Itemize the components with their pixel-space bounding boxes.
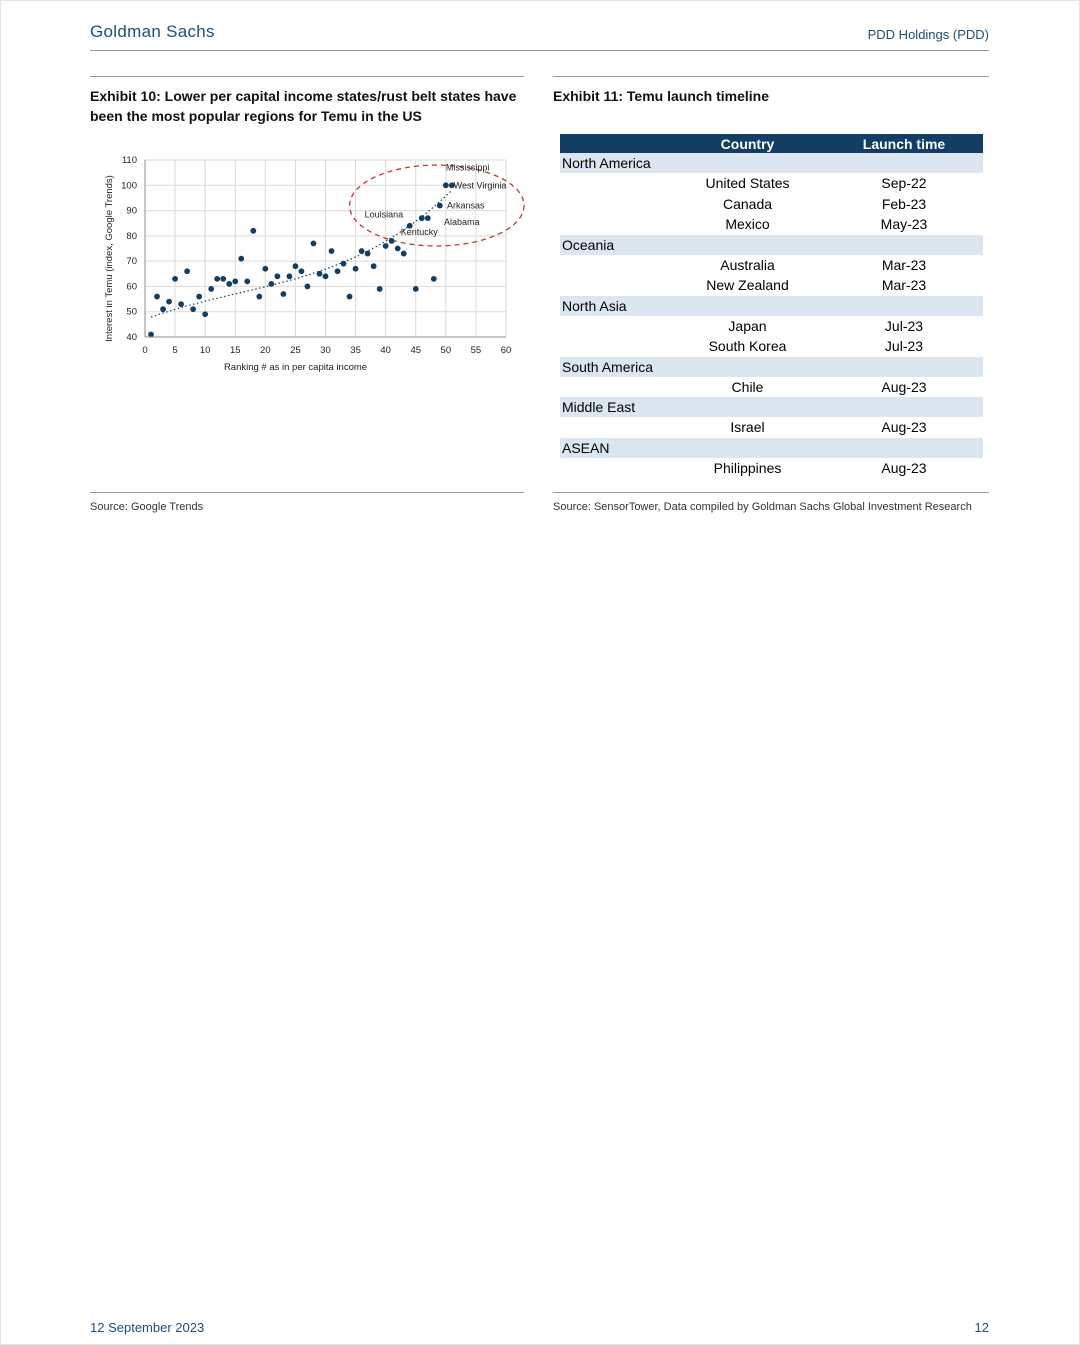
- table-row: [560, 316, 983, 337]
- data-point: [359, 248, 365, 254]
- data-point: [287, 273, 293, 279]
- data-point: [299, 268, 305, 274]
- data-point: [377, 286, 383, 292]
- data-point: [443, 182, 449, 188]
- x-tick-label: 5: [172, 345, 178, 356]
- data-point: [268, 281, 274, 287]
- table-cell-country: Mexico: [670, 214, 825, 235]
- table-cell-blank: [560, 458, 670, 479]
- header-region-cell: [560, 134, 670, 153]
- point-annotation: Arkansas: [447, 200, 485, 211]
- footer-page-number: 12: [974, 1320, 989, 1335]
- data-point: [154, 294, 160, 300]
- table-cell-blank: [560, 194, 670, 215]
- x-tick-label: 15: [229, 345, 241, 356]
- x-tick-label: 40: [380, 345, 391, 356]
- data-point: [166, 299, 172, 305]
- x-tick-label: 60: [500, 345, 512, 356]
- point-annotation: Kentucky: [400, 227, 438, 238]
- table-cell-launch: May-23: [825, 214, 983, 235]
- table-cell-launch: Aug-23: [825, 458, 983, 479]
- data-point: [160, 306, 166, 312]
- exhibit11-title: Exhibit 11: Temu launch timeline: [553, 88, 770, 104]
- table-row: [560, 275, 983, 296]
- data-point: [280, 291, 286, 297]
- table-row: [560, 214, 983, 235]
- x-tick-label: 45: [410, 345, 422, 356]
- y-tick-label: 60: [126, 281, 137, 293]
- table-header-row: [560, 134, 983, 153]
- y-tick-label: 70: [126, 256, 137, 268]
- table-row: [560, 255, 983, 276]
- y-tick-label: 50: [126, 306, 137, 318]
- data-point: [196, 294, 202, 300]
- header-launch-time: Launch time: [825, 134, 983, 153]
- y-tick-label: 80: [126, 230, 137, 242]
- table-cell-country: Chile: [670, 377, 825, 398]
- x-tick-label: 25: [290, 345, 301, 356]
- point-annotation: West Virginia: [453, 180, 507, 191]
- exhibit10-bottom-rule: [90, 492, 524, 493]
- table-cell-launch: Mar-23: [825, 255, 983, 276]
- table-cell-blank: [560, 255, 670, 276]
- data-point: [401, 251, 407, 257]
- data-point: [311, 241, 317, 247]
- table-cell-country: United States: [670, 173, 825, 194]
- exhibit11-source: Source: SensorTower, Data compiled by Goldman Sachs Global Investment Research: [553, 501, 972, 513]
- data-point: [347, 294, 353, 300]
- data-point: [220, 276, 226, 282]
- data-point: [274, 273, 280, 279]
- x-tick-label: 0: [142, 345, 148, 356]
- data-point: [353, 266, 359, 272]
- table-cell-blank: [560, 417, 670, 438]
- table-body: [560, 153, 983, 478]
- y-axis-label: Interest in Temu (index, Google Trends): [104, 175, 115, 342]
- data-point: [238, 256, 244, 262]
- footer-date: 12 September 2023: [90, 1320, 205, 1335]
- data-point: [437, 203, 443, 209]
- data-point: [172, 276, 178, 282]
- trendline-group: [151, 190, 452, 317]
- table-cell-country: Australia: [670, 255, 825, 276]
- exhibit10-top-rule: [90, 76, 524, 77]
- data-point: [365, 251, 371, 257]
- data-point: [371, 263, 377, 269]
- launch-timeline-table: [560, 134, 983, 478]
- region-label: Oceania: [560, 235, 983, 255]
- data-point: [226, 281, 232, 287]
- point-annotation: Alabama: [444, 216, 480, 227]
- trendline: [151, 190, 452, 317]
- exhibit10-title: Exhibit 10: Lower per capital income states/rust belt states have been the most popular regions for Temu in the US: [90, 88, 517, 124]
- table-cell-country: Israel: [670, 417, 825, 438]
- report-ticker: PDD Holdings (PDD): [867, 27, 989, 42]
- region-label: South America: [560, 357, 983, 377]
- region-label: Middle East: [560, 397, 983, 417]
- data-point: [341, 261, 347, 267]
- x-tick-label: 20: [260, 345, 271, 356]
- data-point: [214, 276, 220, 282]
- region-label: ASEAN: [560, 438, 983, 458]
- table-cell-blank: [560, 173, 670, 194]
- data-point: [262, 266, 268, 272]
- table-cell-launch: Aug-23: [825, 417, 983, 438]
- table-cell-launch: Feb-23: [825, 194, 983, 215]
- table-cell-country: Canada: [670, 194, 825, 215]
- exhibit11-top-rule: [553, 76, 989, 77]
- data-point: [202, 311, 208, 317]
- table-row: [560, 173, 983, 194]
- x-axis-label: Ranking # as in per capita income: [223, 362, 368, 373]
- data-point: [293, 263, 299, 269]
- data-point: [256, 294, 262, 300]
- header-rule: [90, 50, 989, 51]
- table-cell-blank: [560, 275, 670, 296]
- region-row: [560, 153, 983, 173]
- header-country: Country: [670, 134, 825, 153]
- data-point: [329, 248, 335, 254]
- exhibit11-bottom-rule: [553, 492, 989, 493]
- y-tick-label: 110: [121, 155, 137, 166]
- data-point: [419, 215, 425, 221]
- x-tick-label: 30: [320, 345, 331, 356]
- data-points: [148, 182, 455, 337]
- data-point: [395, 246, 401, 252]
- table-cell-country: New Zealand: [670, 275, 825, 296]
- region-row: [560, 235, 983, 255]
- table-cell-blank: [560, 336, 670, 357]
- table-cell-country: South Korea: [670, 336, 825, 357]
- table-cell-country: Philippines: [670, 458, 825, 479]
- table-cell-blank: [560, 316, 670, 337]
- region-row: [560, 296, 983, 316]
- data-point: [184, 268, 190, 274]
- region-row: [560, 438, 983, 458]
- region-row: [560, 357, 983, 377]
- table-cell-launch: Aug-23: [825, 377, 983, 398]
- scatter-chart: [100, 145, 530, 385]
- table-cell-blank: [560, 214, 670, 235]
- x-tick-label: 50: [440, 345, 452, 356]
- point-annotation: Louisiana: [364, 209, 404, 220]
- y-tick-label: 100: [121, 180, 137, 192]
- data-point: [232, 278, 238, 284]
- data-point: [389, 238, 395, 244]
- data-point: [431, 276, 437, 282]
- region-label: North Asia: [560, 296, 983, 316]
- brand-logo-text: Goldman Sachs: [90, 22, 215, 41]
- data-point: [323, 273, 329, 279]
- x-tick-label: 10: [199, 345, 211, 356]
- data-point: [413, 286, 419, 292]
- x-tick-label: 55: [470, 345, 482, 356]
- region-row: [560, 397, 983, 417]
- table-row: [560, 458, 983, 479]
- data-point: [190, 306, 196, 312]
- y-tick-label: 40: [126, 332, 137, 343]
- data-point: [383, 243, 389, 249]
- x-tick-label: 35: [350, 345, 361, 356]
- data-point: [425, 215, 431, 221]
- table-row: [560, 194, 983, 215]
- data-point: [335, 268, 341, 274]
- data-point: [178, 301, 184, 307]
- y-tick-label: 90: [126, 205, 137, 217]
- region-label: North America: [560, 153, 983, 173]
- table-cell-country: Japan: [670, 316, 825, 337]
- data-point: [250, 228, 256, 234]
- table-row: [560, 377, 983, 398]
- data-point: [317, 271, 323, 277]
- point-annotation: Mississippi: [445, 162, 490, 173]
- data-point: [208, 286, 214, 292]
- table-cell-blank: [560, 377, 670, 398]
- table-cell-launch: Jul-23: [825, 316, 983, 337]
- table-cell-launch: Jul-23: [825, 336, 983, 357]
- table-cell-launch: Sep-22: [825, 173, 983, 194]
- data-point: [305, 284, 311, 290]
- exhibit10-source: Source: Google Trends: [90, 501, 204, 513]
- data-point: [244, 278, 250, 284]
- table-row: [560, 417, 983, 438]
- table-row: [560, 336, 983, 357]
- table-cell-launch: Mar-23: [825, 275, 983, 296]
